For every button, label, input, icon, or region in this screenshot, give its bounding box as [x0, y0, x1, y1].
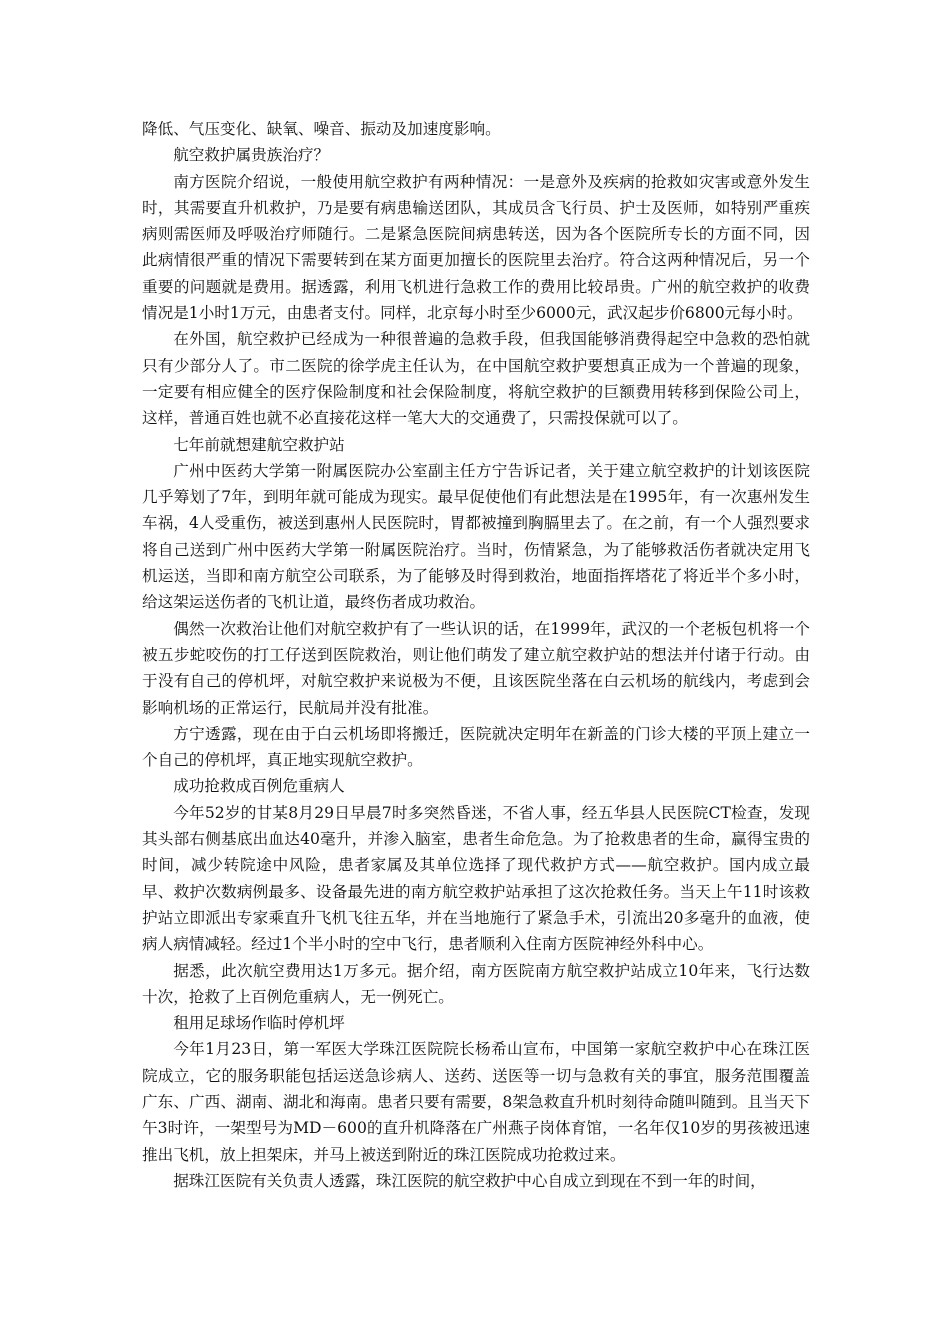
section-heading-seven-years: 七年前就想建航空救护站: [173, 435, 345, 454]
section-heading-hundreds-rescued: 成功抢救成百例危重病人: [173, 777, 345, 796]
document-page: [142, 116, 810, 1194]
paragraph-abroad: 在外国，航空救护已经成为一种很普遍的急救手段，但我国能够消费得起空中急救的恐怕就只有少部分人了。市二医院的徐学虎主任认为，在中国航空救护要想真正成为一个普遍的现象，一定要有相应健全的医疗保险制度和社会保险制度，将航空救护的巨额费用转移到保险公司上，这样，普通百姓也就不必直接花这样一笔大大的交通费了，只需投保就可以了。: [142, 330, 810, 428]
paragraph-two-situations: 南方医院介绍说，一般使用航空救护有两种情况：一是意外及疾病的抢救如灾害或意外发生时，其需要直升机救护，乃是要有病患输送团队，其成员含飞行员、护士及医师，如特别严重疾病则需医师及呼吸治疗师随行。二是紧急医院间病患转送，因为各个医院所专长的方面不同，因此病情很严重的情况下需要转到在某方面更加擅长的医院里去治疗。符合这两种情况后，另一个重要的问题就是费用。据透露，利用飞机进行急救工作的费用比较昂贵。广州的航空救护的收费情况是1小时1万元，由患者支付。同样，北京每小时至少6000元，武汉起步价6800元每小时。: [142, 172, 810, 323]
paragraph-cost: 据悉，此次航空费用达1万多元。据介绍，南方医院南方航空救护站成立10年来，飞行达数十次，抢救了上百例危重病人，无一例死亡。: [142, 961, 810, 1006]
paragraph-helipad-plan: 方宁透露，现在由于白云机场即将搬迁，医院就决定明年在新盖的门诊大楼的平顶上建立一个自己的停机坪，真正地实现航空救护。: [142, 724, 810, 770]
paragraph-zhujiang-center: 今年1月23日，第一军医大学珠江医院院长杨希山宣布，中国第一家航空救护中心在珠江医院成立，它的服务职能包括运送急诊病人、送药、送医等一切与急救有关的事宜，服务范围覆盖广东、广西、湖南、湖北和海南。患者只要有需要，8架急救直升机时刻待命随叫随到。且当天下午3时许，一架型号为MD－600的直升机降落在广州燕子岗体育馆，一名年仅10岁的男孩被迅速推出飞机，放上担架床，并马上被送到附近的珠江医院成功抢救过来。: [142, 1040, 810, 1164]
paragraph-guangzhou-tcm: 广州中医药大学第一附属医院办公室副主任方宁告诉记者，关于建立航空救护的计划该医院几乎筹划了7年，到明年就可能成为现实。最早促使他们有此想法是在1995年，有一次惠州发生车祸，4人受重伤，被送到惠州人民医院时，胃都被撞到胸膈里去了。在之前，有一个人强烈要求将自己送到广州中医药大学第一附属医院治疗。当时，伤情紧急，为了能够救活伤者就决定用飞机运送，当即和南方航空公司联系，为了能够及时得到救治，地面指挥塔花了将近半个多小时，给这架运送伤者的飞机让道，最终伤者成功救治。: [142, 461, 810, 612]
paragraph-zhujiang-official: 据珠江医院有关负责人透露，珠江医院的航空救护中心自成立到现在不到一年的时间，: [173, 1171, 766, 1190]
paragraph-wuhan-case: 偶然一次救治让他们对航空救护有了一些认识的话，在1999年，武汉的一个老板包机将一个被五步蛇咬伤的打工仔送到医院救治，则让他们萌发了建立航空救护站的想法并付诸于行动。由于没有自己的停机坪，对航空救护来说极为不便，且该医院坐落在白云机场的航线内，考虑到会影响机场的正常运行，民航局并没有批准。: [142, 619, 810, 717]
paragraph-gan-case: 今年52岁的甘某8月29日早晨7时多突然昏迷，不省人事，经五华县人民医院CT检查，发现其头部右侧基底出血达40毫升，并渗入脑室，患者生命危急。为了抢救患者的生命，赢得宝贵的时间，减少转院途中风险，患者家属及其单位选择了现代救护方式——航空救护。国内成立最早、救护次数病例最多、设备最先进的南方航空救护站承担了这次抢救任务。当天上午11时该救护站立即派出专家乘直升飞机飞往五华，并在当地施行了紧急手术，引流出20多毫升的血液，使病人病情减轻。经过1个半小时的空中飞行，患者顺利入住南方医院神经外科中心。: [142, 803, 810, 954]
paragraph-continued: 降低、气压变化、缺氧、噪音、振动及加速度影响。: [142, 120, 501, 138]
section-heading-football-field: 租用足球场作临时停机坪: [173, 1014, 345, 1033]
section-heading-luxury-treatment: 航空救护属贵族治疗？: [173, 146, 330, 165]
